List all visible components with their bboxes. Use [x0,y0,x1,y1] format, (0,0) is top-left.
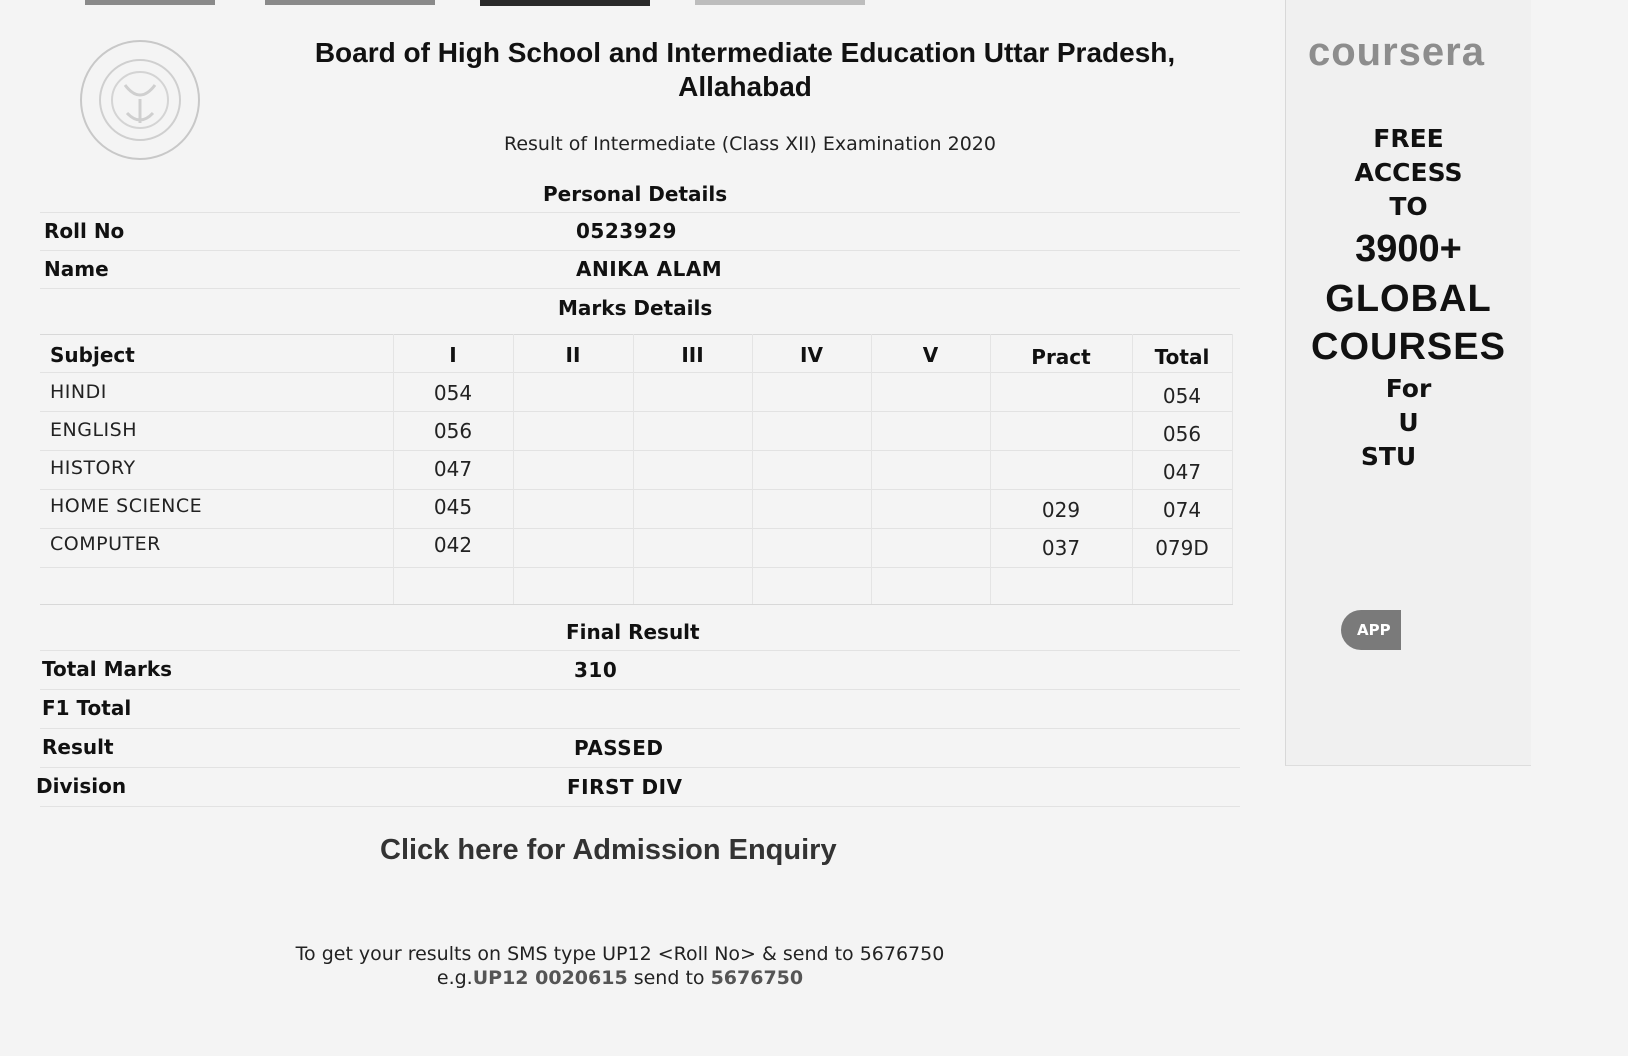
final-result-heading: Final Result [566,620,700,644]
table-cell-total: 074 [1162,498,1202,522]
table-cell-pract: 029 [1041,498,1081,522]
ad-line-courses: COURSES [1311,326,1506,368]
table-row-subject: COMPUTER [50,533,161,555]
marks-details-heading: Marks Details [558,296,713,320]
ad-line-free: FREE [1373,124,1444,153]
table-cell-total: 054 [1162,384,1202,408]
board-emblem-icon [80,40,200,160]
ad-line-count: 3900+ [1355,228,1462,270]
table-cell-i: 054 [433,381,473,405]
division-label: Division [36,774,127,798]
ad-line-u: U [1398,408,1419,437]
top-strip [85,0,215,5]
name-value: ANIKA ALAM [576,257,723,281]
ad-line-to: TO [1389,192,1428,221]
total-marks-value: 310 [574,658,618,682]
ad-line-access: ACCESS [1354,158,1463,187]
roll-no-value: 0523929 [576,219,677,243]
table-cell-i: 045 [433,495,473,519]
divider [40,806,1240,807]
table-cell-i: 042 [433,533,473,557]
table-row-subject: HINDI [50,381,107,403]
top-strip [265,0,435,5]
result-label: Result [42,735,114,759]
table-row-subject: HISTORY [50,457,136,479]
personal-details-heading: Personal Details [543,182,728,206]
division-value: FIRST DIV [567,775,683,799]
column-header-iii: III [681,343,704,367]
divider [40,288,1240,289]
divider [40,728,1240,729]
table-cell-i: 047 [433,457,473,481]
total-marks-label: Total Marks [42,657,173,681]
sms-example-mid: send to [627,967,711,989]
ad-line-for: For [1385,374,1432,403]
column-header-i: I [449,343,457,367]
sms-example [260,967,980,989]
divider [40,689,1240,690]
top-strip [480,0,650,6]
divider [40,212,1240,213]
f1-total-label: F1 Total [42,696,132,720]
result-value: PASSED [574,736,664,760]
page-title: Board of High School and Intermediate Education Uttar Pradesh, Allahabad [314,37,1176,102]
divider [40,650,1240,651]
table-cell-pract: 037 [1041,536,1081,560]
sms-example-prefix: e.g. [436,967,473,989]
ad-app-button[interactable]: APP [1341,610,1401,650]
table-row-subject: HOME SCIENCE [50,495,203,517]
divider [40,767,1240,768]
name-label: Name [44,257,109,281]
coursera-logo: coursera [1308,30,1485,74]
table-cell-total: 079D [1155,536,1209,560]
coursera-ad[interactable] [1285,0,1531,766]
column-header-pract: Pract [1031,345,1091,369]
table-cell-i: 056 [433,419,473,443]
column-header-subject: Subject [50,343,135,367]
top-strip [695,0,865,5]
sms-example-code: UP12 0020615 [472,967,628,989]
ad-line-global: GLOBAL [1325,278,1492,320]
exam-subtitle: Result of Intermediate (Class XII) Examination 2020 [504,133,996,155]
table-row-subject: ENGLISH [50,419,137,441]
table-cell-total: 047 [1162,460,1202,484]
column-header-total: Total [1154,345,1210,369]
roll-no-label: Roll No [44,219,125,243]
divider [40,250,1240,251]
table-cell-total: 056 [1162,422,1202,446]
column-header-v: V [922,343,939,367]
column-header-ii: II [565,343,581,367]
column-header-iv: IV [800,343,823,367]
ad-line-stu: STU [1360,442,1417,471]
sms-example-number: 5676750 [710,967,804,989]
sms-instructions: To get your results on SMS type UP12 <Roll No> & send to 5676750 [295,943,945,965]
admission-enquiry-link[interactable]: Click here for Admission Enquiry [380,834,837,866]
